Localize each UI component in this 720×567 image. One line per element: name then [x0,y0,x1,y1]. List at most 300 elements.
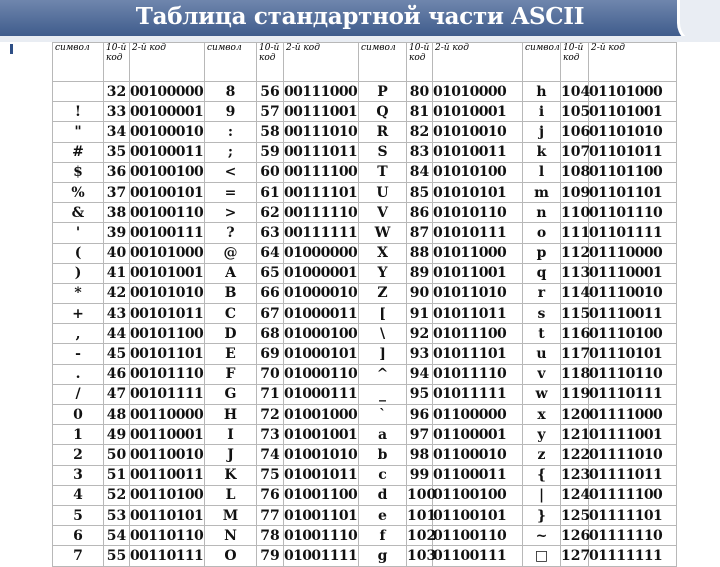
decimal-code-cell: 67 [257,304,284,324]
binary-code-cell: 01000000 [284,243,359,263]
symbol-cell: X [359,243,407,263]
binary-code-cell: 00111101 [284,182,359,202]
symbol-cell: Y [359,263,407,283]
binary-code-cell: 01111000 [589,405,677,425]
decimal-code-cell: 85 [407,182,433,202]
binary-code-cell: 01011111 [433,384,523,404]
binary-code-cell: 01100000 [433,405,523,425]
decimal-code-cell: 83 [407,142,433,162]
symbol-cell: 3 [53,465,104,485]
decimal-code-cell: 127 [561,546,589,566]
binary-code-cell: 00100101 [130,182,205,202]
binary-code-cell: 01101001 [589,102,677,122]
binary-code-cell: 01011010 [433,283,523,303]
decimal-code-cell: 109 [561,182,589,202]
binary-code-cell: 01011100 [433,324,523,344]
binary-code-cell: 01000101 [284,344,359,364]
binary-code-cell: 01000111 [284,384,359,404]
col-header-binary: 2-й код [130,43,205,82]
table-row [53,203,677,223]
binary-code-cell: 01000011 [284,304,359,324]
binary-code-cell: 00110000 [130,405,205,425]
binary-code-cell: 01010000 [433,82,523,102]
symbol-cell: z [523,445,561,465]
decimal-code-cell: 32 [104,82,130,102]
symbol-cell: ? [205,223,257,243]
decimal-code-cell: 57 [257,102,284,122]
table-row [53,465,677,485]
symbol-cell: ' [53,223,104,243]
symbol-cell: W [359,223,407,243]
header-row [53,43,677,82]
col-header-symbol: символ [53,43,104,82]
symbol-cell: 5 [53,505,104,525]
decimal-code-cell: 87 [407,223,433,243]
binary-code-cell: 00110011 [130,465,205,485]
decimal-code-cell: 110 [561,203,589,223]
decimal-code-cell: 47 [104,384,130,404]
symbol-cell: v [523,364,561,384]
symbol-cell: L [205,485,257,505]
symbol-cell: \ [359,324,407,344]
symbol-cell: T [359,162,407,182]
symbol-cell: V [359,203,407,223]
decimal-code-cell: 103 [407,546,433,566]
decimal-code-cell: 50 [104,445,130,465]
symbol-cell: ] [359,344,407,364]
binary-code-cell: 00111001 [284,102,359,122]
binary-code-cell: 00110100 [130,485,205,505]
symbol-cell: p [523,243,561,263]
binary-code-cell: 00110101 [130,505,205,525]
symbol-cell: O [205,546,257,566]
binary-code-cell: 01111010 [589,445,677,465]
decimal-code-cell: 36 [104,162,130,182]
symbol-cell: J [205,445,257,465]
binary-code-cell: 01010011 [433,142,523,162]
symbol-cell: Q [359,102,407,122]
decimal-code-cell: 59 [257,142,284,162]
symbol-cell: : [205,122,257,142]
symbol-cell: < [205,162,257,182]
decimal-code-cell: 122 [561,445,589,465]
symbol-cell: y [523,425,561,445]
col-header-symbol: символ [359,43,407,82]
binary-code-cell: 01011001 [433,263,523,283]
binary-code-cell: 01000110 [284,364,359,384]
decimal-code-cell: 44 [104,324,130,344]
decimal-code-cell: 78 [257,526,284,546]
decimal-code-cell: 42 [104,283,130,303]
decimal-code-cell: 33 [104,102,130,122]
decimal-code-cell: 111 [561,223,589,243]
decimal-code-cell: 94 [407,364,433,384]
binary-code-cell: 01100011 [433,465,523,485]
symbol-cell: ` [359,405,407,425]
symbol-cell: " [53,122,104,142]
table-row [53,223,677,243]
binary-code-cell: 00100010 [130,122,205,142]
symbol-cell: a [359,425,407,445]
binary-code-cell: 01101010 [589,122,677,142]
decimal-code-cell: 106 [561,122,589,142]
decimal-code-cell: 101 [407,505,433,525]
decimal-code-cell: 74 [257,445,284,465]
decimal-code-cell: 117 [561,344,589,364]
table-row [53,122,677,142]
binary-code-cell: 01100001 [433,425,523,445]
symbol-cell: 7 [53,546,104,566]
decimal-code-cell: 46 [104,364,130,384]
decimal-code-cell: 123 [561,465,589,485]
decimal-code-cell: 37 [104,182,130,202]
binary-code-cell: 00111111 [284,223,359,243]
decimal-code-cell: 97 [407,425,433,445]
decimal-code-cell: 105 [561,102,589,122]
ascii-table [52,42,677,567]
decimal-code-cell: 38 [104,203,130,223]
symbol-cell: _ [359,384,407,404]
binary-code-cell: 01001101 [284,505,359,525]
symbol-cell: # [53,142,104,162]
table-row [53,102,677,122]
decimal-code-cell: 69 [257,344,284,364]
decimal-code-cell: 54 [104,526,130,546]
symbol-cell: R [359,122,407,142]
table-row [53,263,677,283]
decimal-code-cell: 120 [561,405,589,425]
decimal-code-cell: 116 [561,324,589,344]
binary-code-cell: 01101101 [589,182,677,202]
decimal-code-cell: 114 [561,283,589,303]
decimal-code-cell: 112 [561,243,589,263]
decimal-code-cell: 55 [104,546,130,566]
symbol-cell: s [523,304,561,324]
binary-code-cell: 01110011 [589,304,677,324]
symbol-cell: q [523,263,561,283]
binary-code-cell: 00110001 [130,425,205,445]
binary-code-cell: 01000001 [284,263,359,283]
symbol-cell: r [523,283,561,303]
col-header-binary: 2-й код [433,43,523,82]
symbol-cell: ( [53,243,104,263]
table-row [53,344,677,364]
decimal-code-cell: 104 [561,82,589,102]
table-row [53,505,677,525]
binary-code-cell: 01110110 [589,364,677,384]
binary-code-cell: 01111001 [589,425,677,445]
binary-code-cell: 00100001 [130,102,205,122]
table-row [53,82,677,102]
symbol-cell: M [205,505,257,525]
decimal-code-cell: 41 [104,263,130,283]
symbol-cell: , [53,324,104,344]
decimal-code-cell: 61 [257,182,284,202]
symbol-cell: $ [53,162,104,182]
table-row [53,182,677,202]
table-row [53,162,677,182]
binary-code-cell: 01110100 [589,324,677,344]
symbol-cell: h [523,82,561,102]
decimal-code-cell: 58 [257,122,284,142]
symbol-cell [53,82,104,102]
decimal-code-cell: 56 [257,82,284,102]
decimal-code-cell: 70 [257,364,284,384]
decimal-code-cell: 49 [104,425,130,445]
decimal-code-cell: 98 [407,445,433,465]
binary-code-cell: 01010110 [433,203,523,223]
binary-code-cell: 01011011 [433,304,523,324]
binary-code-cell: 01011000 [433,243,523,263]
decimal-code-cell: 62 [257,203,284,223]
binary-code-cell: 00100110 [130,203,205,223]
symbol-cell: P [359,82,407,102]
binary-code-cell: 01101100 [589,162,677,182]
col-header-decimal: 10-й код [257,43,284,82]
symbol-cell: G [205,384,257,404]
symbol-cell: + [53,304,104,324]
decimal-code-cell: 92 [407,324,433,344]
decimal-code-cell: 86 [407,203,433,223]
decimal-code-cell: 84 [407,162,433,182]
decimal-code-cell: 40 [104,243,130,263]
col-header-decimal: 10-й код [104,43,130,82]
decimal-code-cell: 125 [561,505,589,525]
decimal-code-cell: 119 [561,384,589,404]
title-bar [0,0,720,36]
symbol-cell: 9 [205,102,257,122]
symbol-cell: ! [53,102,104,122]
ascii-table-body [53,82,677,567]
decimal-code-cell: 121 [561,425,589,445]
binary-code-cell: 01100010 [433,445,523,465]
decimal-code-cell: 107 [561,142,589,162]
symbol-cell: - [53,344,104,364]
binary-code-cell: 00111010 [284,122,359,142]
decimal-code-cell: 60 [257,162,284,182]
binary-code-cell: 00101001 [130,263,205,283]
table-row [53,283,677,303]
binary-code-cell: 01110001 [589,263,677,283]
decimal-code-cell: 113 [561,263,589,283]
decimal-code-cell: 82 [407,122,433,142]
binary-code-cell: 01110111 [589,384,677,404]
binary-code-cell: 01001111 [284,546,359,566]
decimal-code-cell: 99 [407,465,433,485]
symbol-cell: l [523,162,561,182]
symbol-cell: D [205,324,257,344]
symbol-cell: F [205,364,257,384]
symbol-cell: ; [205,142,257,162]
symbol-cell: H [205,405,257,425]
binary-code-cell: 00101101 [130,344,205,364]
symbol-cell: S [359,142,407,162]
binary-code-cell: 01010001 [433,102,523,122]
decimal-code-cell: 95 [407,384,433,404]
symbol-cell: * [53,283,104,303]
decimal-code-cell: 88 [407,243,433,263]
symbol-cell: 1 [53,425,104,445]
binary-code-cell: 01010100 [433,162,523,182]
binary-code-cell: 00100111 [130,223,205,243]
symbol-cell: U [359,182,407,202]
col-header-decimal: 10-й код [407,43,433,82]
decimal-code-cell: 100 [407,485,433,505]
binary-code-cell: 01010010 [433,122,523,142]
symbol-cell: d [359,485,407,505]
decimal-code-cell: 71 [257,384,284,404]
col-header-binary: 2-й код [284,43,359,82]
binary-code-cell: 00111100 [284,162,359,182]
page-title: Таблица стандартной части ASCII [135,3,585,30]
binary-code-cell: 00101011 [130,304,205,324]
symbol-cell: . [53,364,104,384]
binary-code-cell: 00110110 [130,526,205,546]
binary-code-cell: 01010101 [433,182,523,202]
symbol-cell: B [205,283,257,303]
decimal-code-cell: 91 [407,304,433,324]
binary-code-cell: 01100100 [433,485,523,505]
binary-code-cell: 00110111 [130,546,205,566]
symbol-cell: & [53,203,104,223]
decimal-code-cell: 73 [257,425,284,445]
symbol-cell: { [523,465,561,485]
decimal-code-cell: 118 [561,364,589,384]
symbol-cell: ~ [523,526,561,546]
decimal-code-cell: 64 [257,243,284,263]
decimal-code-cell: 63 [257,223,284,243]
symbol-cell: g [359,546,407,566]
binary-code-cell: 01111101 [589,505,677,525]
binary-code-cell: 01100110 [433,526,523,546]
decimal-code-cell: 124 [561,485,589,505]
binary-code-cell: 01000100 [284,324,359,344]
table-row [53,405,677,425]
binary-code-cell: 01110101 [589,344,677,364]
decimal-code-cell: 53 [104,505,130,525]
binary-code-cell: 01100101 [433,505,523,525]
symbol-cell: o [523,223,561,243]
binary-code-cell: 00111011 [284,142,359,162]
symbol-cell: w [523,384,561,404]
symbol-cell: } [523,505,561,525]
symbol-cell: K [205,465,257,485]
decimal-code-cell: 96 [407,405,433,425]
binary-code-cell: 00101110 [130,364,205,384]
decimal-code-cell: 76 [257,485,284,505]
decimal-code-cell: 80 [407,82,433,102]
decimal-code-cell: 52 [104,485,130,505]
decimal-code-cell: 39 [104,223,130,243]
decimal-code-cell: 89 [407,263,433,283]
binary-code-cell: 01001001 [284,425,359,445]
binary-code-cell: 01110000 [589,243,677,263]
symbol-cell: j [523,122,561,142]
symbol-cell: 2 [53,445,104,465]
binary-code-cell: 01000010 [284,283,359,303]
decimal-code-cell: 43 [104,304,130,324]
binary-code-cell: 00101100 [130,324,205,344]
binary-code-cell: 00100011 [130,142,205,162]
symbol-cell: c [359,465,407,485]
decimal-code-cell: 90 [407,283,433,303]
decimal-code-cell: 75 [257,465,284,485]
binary-code-cell: 01111100 [589,485,677,505]
decimal-code-cell: 79 [257,546,284,566]
decimal-code-cell: 34 [104,122,130,142]
binary-code-cell: 01011101 [433,344,523,364]
symbol-cell: / [53,384,104,404]
decimal-code-cell: 102 [407,526,433,546]
decimal-code-cell: 126 [561,526,589,546]
symbol-cell: x [523,405,561,425]
symbol-cell: C [205,304,257,324]
binary-code-cell: 01001100 [284,485,359,505]
binary-code-cell: 01001000 [284,405,359,425]
binary-code-cell: 01001010 [284,445,359,465]
binary-code-cell: 01101011 [589,142,677,162]
decimal-code-cell: 81 [407,102,433,122]
symbol-cell: 0 [53,405,104,425]
accent-mark [10,44,13,54]
symbol-cell: | [523,485,561,505]
decimal-code-cell: 77 [257,505,284,525]
decimal-code-cell: 45 [104,344,130,364]
symbol-cell: u [523,344,561,364]
symbol-cell: ^ [359,364,407,384]
symbol-cell: n [523,203,561,223]
symbol-cell: Z [359,283,407,303]
binary-code-cell: 01011110 [433,364,523,384]
decimal-code-cell: 68 [257,324,284,344]
decimal-code-cell: 72 [257,405,284,425]
symbol-cell: ) [53,263,104,283]
symbol-cell: 6 [53,526,104,546]
symbol-cell: b [359,445,407,465]
symbol-cell: N [205,526,257,546]
symbol-cell: i [523,102,561,122]
symbol-cell: 8 [205,82,257,102]
binary-code-cell: 00101010 [130,283,205,303]
decimal-code-cell: 48 [104,405,130,425]
symbol-cell: E [205,344,257,364]
decimal-code-cell: 93 [407,344,433,364]
binary-code-cell: 00101111 [130,384,205,404]
table-row [53,445,677,465]
binary-code-cell: 01111011 [589,465,677,485]
binary-code-cell: 01111110 [589,526,677,546]
binary-code-cell: 01101111 [589,223,677,243]
col-header-binary: 2-й код [589,43,677,82]
decimal-code-cell: 65 [257,263,284,283]
col-header-decimal: 10-й код [561,43,589,82]
decimal-code-cell: 35 [104,142,130,162]
symbol-cell: m [523,182,561,202]
binary-code-cell: 01100111 [433,546,523,566]
binary-code-cell: 00111000 [284,82,359,102]
symbol-cell: e [359,505,407,525]
table-row [53,142,677,162]
table-row [53,243,677,263]
symbol-cell: 4 [53,485,104,505]
col-header-symbol: символ [205,43,257,82]
symbol-cell: > [205,203,257,223]
symbol-cell: t [523,324,561,344]
binary-code-cell: 00100100 [130,162,205,182]
table-row [53,546,677,566]
decimal-code-cell: 66 [257,283,284,303]
binary-code-cell: 00100000 [130,82,205,102]
